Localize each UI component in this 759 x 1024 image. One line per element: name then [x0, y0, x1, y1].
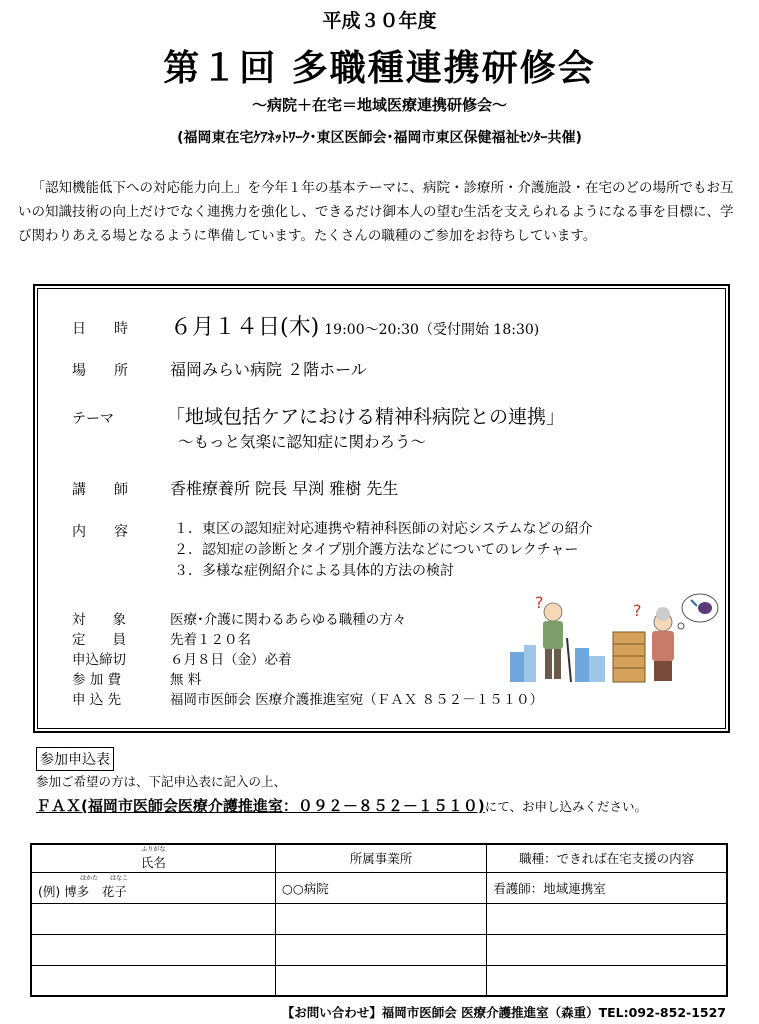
place-label: 場 所 — [72, 363, 128, 379]
time-value: 19:00～20:30（受付開始 18:30) — [324, 322, 540, 338]
office-cell[interactable] — [275, 934, 486, 965]
table-row — [31, 934, 727, 965]
example-furigana: はかた はなこ — [80, 875, 129, 882]
svg-text:?: ? — [633, 601, 642, 620]
table-row — [31, 903, 727, 934]
target-label: 対 象 — [72, 612, 126, 628]
apply-label: 申 込 先 — [72, 692, 122, 708]
apply-value: 福岡市医師会 医療介護推進室宛（ＦＡＸ ８５２－１５１０） — [170, 692, 544, 708]
occupation-cell[interactable] — [487, 903, 727, 934]
page-subtitle: ～病院＋在宅＝地域医療連携研修会～ — [251, 96, 507, 114]
occupation-cell[interactable] — [487, 965, 727, 996]
example-office: ○○病院 — [275, 872, 486, 903]
occupation-header: 職種：できれば在宅支援の内容 — [487, 844, 727, 872]
date-row — [170, 310, 539, 341]
thought-bubble-icon — [678, 594, 718, 629]
office-cell[interactable] — [275, 965, 486, 996]
content-item: ３．多様な症例紹介による具体的方法の検討 — [174, 563, 454, 579]
lower-labels — [72, 610, 152, 710]
office-header: 所属事業所 — [275, 844, 486, 872]
date-value: ６月１４日(木) — [170, 315, 320, 340]
form-instruction: 参加ご希望の方は、下記申込表に記入の上、 — [36, 774, 287, 789]
example-name — [31, 872, 275, 903]
date-label: 日 時 — [72, 321, 128, 337]
lower-values — [170, 610, 543, 710]
name-header — [31, 844, 275, 872]
fax-number: ＦＡＸ(福岡市医師会医療介護推進室：０９２－８５２－１５１０) — [36, 797, 485, 815]
contact-footer: 【お問い合わせ】福岡市医師会 医療介護推進室（森重）TEL:092-852-1527 — [281, 1005, 726, 1020]
theme-label: テーマ — [72, 411, 114, 427]
example-name-text: (例) 博多 花子 — [38, 884, 127, 899]
fax-instruction — [36, 795, 647, 816]
theme-value: 「地域包括ケアにおける精神科病院との連携」 — [166, 406, 566, 428]
table-row — [31, 965, 727, 996]
content-item: ２．認知症の診断とタイプ別介護方法などについてのレクチャー — [174, 542, 579, 558]
deadline-label: 申込締切 — [72, 652, 126, 668]
name-cell[interactable] — [31, 965, 275, 996]
application-table — [30, 843, 728, 997]
name-cell[interactable] — [31, 934, 275, 965]
drawer-cabinet-icon — [613, 632, 645, 682]
table-header-row — [31, 844, 727, 872]
page-title: 第１回 多職種連携研修会 — [163, 48, 596, 89]
table-row — [31, 872, 727, 903]
name-header-label: 氏名 — [140, 854, 166, 870]
lecturer-label: 講 師 — [72, 482, 128, 498]
svg-text:?: ? — [535, 593, 544, 612]
content-item: １．東区の認知症対応連携や精神科医師の対応システムなどの紹介 — [174, 521, 593, 537]
fee-label: 参 加 費 — [72, 672, 122, 688]
deadline-value: ６月８日（金）必着 — [170, 652, 292, 668]
target-value: 医療･介護に関わるあらゆる職種の方々 — [170, 612, 407, 628]
content-list — [174, 519, 593, 582]
occupation-cell[interactable] — [487, 934, 727, 965]
place-value: 福岡みらい病院 ２階ホール — [170, 360, 367, 379]
name-cell[interactable] — [31, 903, 275, 934]
elderly-illustration — [505, 590, 720, 690]
fax-tail: にて、お申し込みください。 — [484, 799, 647, 814]
capacity-value: 先着１２０名 — [170, 632, 251, 648]
theme-subvalue: ～もっと気楽に認知症に関わろう～ — [178, 433, 427, 451]
lecturer-value: 香椎療養所 院長 早渕 雅樹 先生 — [170, 479, 399, 498]
fee-value: 無 料 — [170, 672, 202, 688]
example-occupation: 看護師：地域連携室 — [487, 872, 727, 903]
content-label: 内 容 — [72, 524, 128, 540]
capacity-label: 定 員 — [72, 632, 126, 648]
fiscal-year: 平成３０年度 — [322, 10, 437, 32]
elderly-man-icon — [535, 593, 571, 682]
office-cell[interactable] — [275, 903, 486, 934]
co-hosts: (福岡東在宅ｹｱﾈｯﾄﾜｰｸ･東区医師会･福岡市東区保健福祉ｾﾝﾀｰ共催) — [177, 130, 582, 146]
furigana-label: ふりがな — [141, 845, 166, 853]
form-title: 参加申込表 — [36, 747, 114, 771]
intro-paragraph: 「認知機能低下への対応能力向上」を今年１年の基本テーマに、病院・診療所・介護施設・在宅のどの場所でもお互いの知識技術の向上だけでなく連携力を強化し、できるだけ御本人の望む生活を支えられるようになる事を目標に、学び関わりあえる場となるように準備しています。たくさんの職種のご参加をお待ちしています。 — [18, 180, 734, 244]
